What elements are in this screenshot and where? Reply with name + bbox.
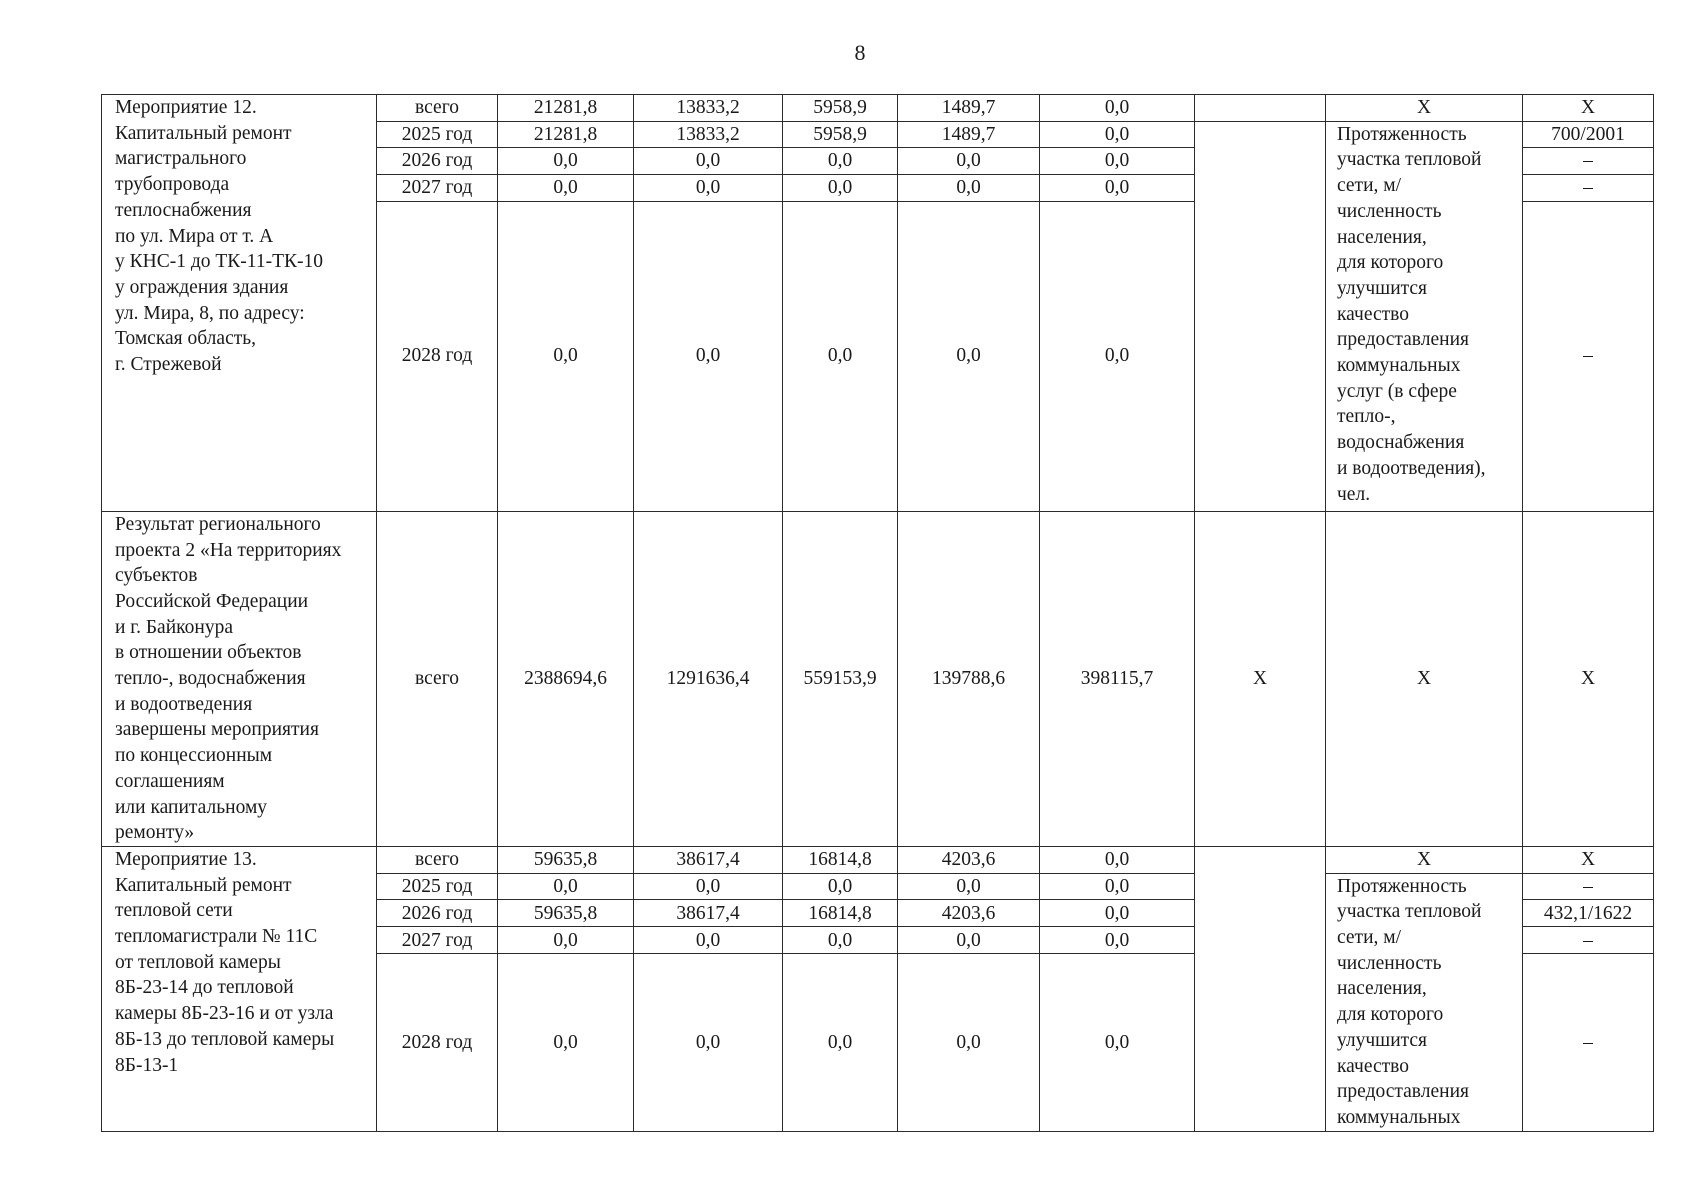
value-cell: 0,0 — [783, 175, 898, 202]
value-cell: 0,0 — [634, 201, 783, 511]
table-row — [102, 846, 1654, 873]
value-cell: 21281,8 — [498, 121, 634, 148]
value-cell: 0,0 — [498, 927, 634, 954]
table-row — [102, 95, 1654, 122]
value-cell: 398115,7 — [1040, 511, 1195, 846]
value-cell: 0,0 — [634, 175, 783, 202]
result-row — [102, 511, 1654, 846]
period-cell: всего — [377, 511, 498, 846]
mark-cell: Х — [1326, 511, 1523, 846]
value-cell: 0,0 — [1040, 201, 1195, 511]
value-cell: 0,0 — [634, 927, 783, 954]
empty-cell — [1195, 121, 1326, 511]
value-cell: 0,0 — [1040, 148, 1195, 175]
period-cell: 2025 год — [377, 121, 498, 148]
value-cell: 0,0 — [1040, 95, 1195, 122]
value-cell: 21281,8 — [498, 95, 634, 122]
value-cell: 13833,2 — [634, 121, 783, 148]
value-cell: 0,0 — [898, 201, 1040, 511]
value-cell: 38617,4 — [634, 846, 783, 873]
value-cell: 0,0 — [498, 175, 634, 202]
indicator-mark-cell: Х — [1326, 95, 1523, 122]
value-cell: 0,0 — [634, 148, 783, 175]
budget-table — [101, 94, 1654, 1132]
indicator-value-cell: – — [1523, 954, 1654, 1131]
period-cell: всего — [377, 95, 498, 122]
indicator-value-cell: – — [1523, 175, 1654, 202]
indicator-value-cell: Х — [1523, 95, 1654, 122]
mark-cell: Х — [1523, 511, 1654, 846]
indicator-value-cell: – — [1523, 927, 1654, 954]
value-cell: 0,0 — [898, 954, 1040, 1131]
value-cell: 0,0 — [783, 954, 898, 1131]
value-cell: 4203,6 — [898, 900, 1040, 927]
value-cell: 0,0 — [498, 873, 634, 900]
value-cell: 38617,4 — [634, 900, 783, 927]
value-cell: 16814,8 — [783, 846, 898, 873]
period-cell: 2026 год — [377, 148, 498, 175]
measure-13-name: Мероприятие 13. Капитальный ремонт тепловой сети тепломагистрали № 11С от тепловой камеры 8Б-23-14 до тепловой камеры 8Б-23-16 и от узла 8Б-13 до тепловой камеры 8Б-13-1 — [102, 846, 377, 1131]
value-cell: 0,0 — [634, 954, 783, 1131]
value-cell: 559153,9 — [783, 511, 898, 846]
value-cell: 0,0 — [1040, 873, 1195, 900]
indicator-mark-cell: Х — [1326, 846, 1523, 873]
period-cell: 2027 год — [377, 927, 498, 954]
indicator-value-cell: – — [1523, 201, 1654, 511]
value-cell: 0,0 — [783, 148, 898, 175]
value-cell: 0,0 — [898, 148, 1040, 175]
value-cell: 0,0 — [1040, 927, 1195, 954]
indicator-value-cell: Х — [1523, 846, 1654, 873]
measure-12-name: Мероприятие 12. Капитальный ремонт магистрального трубопровода теплоснабжения по ул. Мира от т. А у КНС-1 до ТК-11-ТК-10 у ограждения здания ул. Мира, 8, по адресу: Томская область, г. Стрежевой — [102, 95, 377, 512]
mark-cell: Х — [1195, 511, 1326, 846]
value-cell: 139788,6 — [898, 511, 1040, 846]
period-cell: 2028 год — [377, 201, 498, 511]
period-cell: 2026 год — [377, 900, 498, 927]
value-cell: 2388694,6 — [498, 511, 634, 846]
value-cell: 16814,8 — [783, 900, 898, 927]
value-cell: 1489,7 — [898, 95, 1040, 122]
indicator-value-cell: – — [1523, 873, 1654, 900]
value-cell: 1489,7 — [898, 121, 1040, 148]
indicator-description: Протяженность участка тепловой сети, м/ численность населения, для которого улучшится качество предоставления коммунальных — [1326, 873, 1523, 1131]
value-cell: 59635,8 — [498, 846, 634, 873]
value-cell: 0,0 — [1040, 954, 1195, 1131]
period-cell: 2025 год — [377, 873, 498, 900]
value-cell: 0,0 — [1040, 846, 1195, 873]
value-cell: 0,0 — [634, 873, 783, 900]
value-cell: 0,0 — [898, 927, 1040, 954]
indicator-description: Протяженность участка тепловой сети, м/ численность населения, для которого улучшится качество предоставления коммунальных услуг (в сфере тепло-, водоснабжения и водоотведения), чел. — [1326, 121, 1523, 511]
value-cell: 4203,6 — [898, 846, 1040, 873]
value-cell: 0,0 — [1040, 175, 1195, 202]
value-cell: 1291636,4 — [634, 511, 783, 846]
value-cell: 13833,2 — [634, 95, 783, 122]
indicator-value-cell: 700/2001 — [1523, 121, 1654, 148]
empty-cell — [1195, 95, 1326, 122]
value-cell: 0,0 — [498, 201, 634, 511]
value-cell: 0,0 — [1040, 900, 1195, 927]
value-cell: 0,0 — [498, 954, 634, 1131]
value-cell: 0,0 — [783, 873, 898, 900]
period-cell: всего — [377, 846, 498, 873]
value-cell: 5958,9 — [783, 95, 898, 122]
value-cell: 0,0 — [783, 201, 898, 511]
value-cell: 0,0 — [898, 175, 1040, 202]
value-cell: 0,0 — [783, 927, 898, 954]
value-cell: 0,0 — [898, 873, 1040, 900]
value-cell: 0,0 — [1040, 121, 1195, 148]
regional-project-result-name: Результат регионального проекта 2 «На территориях субъектов Российской Федерации и г. Байконура в отношении объектов тепло-, водоснабжения и водоотведения завершены мероприятия по концессионным соглашениям или капитальному ремонту» — [102, 511, 377, 846]
period-cell: 2027 год — [377, 175, 498, 202]
value-cell: 0,0 — [498, 148, 634, 175]
value-cell: 5958,9 — [783, 121, 898, 148]
page-number: 8 — [854, 40, 866, 65]
indicator-value-cell: 432,1/1622 — [1523, 900, 1654, 927]
empty-cell — [1195, 846, 1326, 1131]
indicator-value-cell: – — [1523, 148, 1654, 175]
value-cell: 59635,8 — [498, 900, 634, 927]
period-cell: 2028 год — [377, 954, 498, 1131]
